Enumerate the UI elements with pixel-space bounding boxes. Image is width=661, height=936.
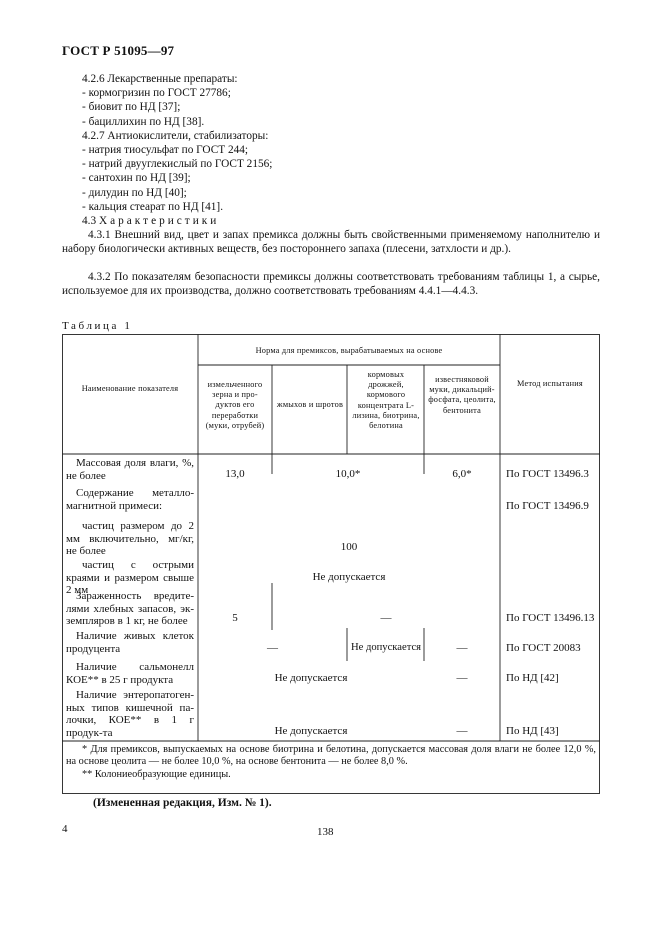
list-line: 4.2.7 Антиокислители, стабилизаторы: [82,129,269,142]
row-salmonella-limestone: — [456,672,468,684]
row-pests-others: — [380,612,392,624]
section-heading [82,214,612,228]
header-method: Метод испытания [517,379,583,388]
table-1 [62,334,600,794]
row-live-cells-limestone: — [456,642,468,654]
row-live-cells-grain-oilcake: — [267,642,278,654]
list-line: - дилудин по НД [40]; [82,186,187,199]
page-number-center: 138 [317,826,334,838]
row-ecoli-value: Не допускается [274,725,348,737]
footnote-moisture: * Для премиксов, выпускаемых на основе биотрина и белотина, допускается массовая доля влаги не более 12,0 %, на основе цеолита — не более 10,0 %, на основе бентонита — не более 8,0 %. [66,744,596,768]
row-live-cells-method: По ГОСТ 20083 [506,642,581,654]
row-salmonella-name: Наличие сальмонелл КОЕ** в 25 г продукта [66,661,194,686]
page-number-left: 4 [62,823,68,835]
row-salmonella-method: По НД [42] [506,672,559,684]
header-grain: измельченного зерна и про-дуктов его переработки (муки, отрубей) [205,380,265,430]
document-code: ГОСТ Р 51095—97 [62,43,175,58]
list-line: - натрия тиосульфат по ГОСТ 244; [82,144,249,157]
row-metal-small-name: частиц размером до 2 мм включительно, мг/кг, не более [66,520,194,558]
header-limestone: известняковой муки, дикальций-фосфата, цеолита, бентонита [428,375,496,415]
table-caption: Таблица 1 [62,320,133,332]
header-oilcake: жмыхов и шротов [276,400,344,409]
list-line: - сантохин по НД [39]; [82,172,191,185]
row-live-cells-name: Наличие живых клеток продуцента [66,630,194,655]
row-moisture-method: По ГОСТ 13496.3 [506,468,589,480]
header-indicator: Наименование показателя [81,384,179,393]
amendment-note: (Измененная редакция, Изм. № 1). [93,797,272,809]
row-pests-name: Зараженность вредите-лями хлебных запасов, эк-земпляров в 1 кг, не более [66,590,194,628]
row-ecoli-name: Наличие энтеропатоген-ных типов кишечной па-лочки, КОЕ** в 1 г продук-та [66,689,194,739]
section-title: Характеристики [98,215,220,228]
row-moisture-name: Массовая доля влаги, %, не более [66,457,194,482]
row-moisture-oilcake-yeast: 10,0* [335,468,361,480]
list-line: - кормогризин по ГОСТ 27786; [82,87,231,100]
row-metal-name: Содержание металло-магнитной примеси: [66,487,194,512]
list-line: - биовит по НД [37]; [82,101,181,114]
row-pests-grain: 5 [232,612,238,624]
footnote-cfu: ** Колониеобразующие единицы. [82,769,231,780]
row-ecoli-limestone: — [456,725,468,737]
header-norm-group: Норма для премиксов, вырабатываемых на основе [255,346,443,355]
row-pests-method: По ГОСТ 13496.13 [506,612,595,624]
list-line: - бациллихин по НД [38]. [82,115,205,128]
list-line: 4.2.6 Лекарственные препараты: [82,73,238,85]
row-ecoli-method: По НД [43] [506,725,559,737]
paragraph-4-3-1: 4.3.1 Внешний вид, цвет и запах премикса должны быть свойственными применяемому наполнителю и набору биологически активных веществ, без постороннего запаха (плесени, затхлости и др.). [62,229,600,256]
row-moisture-grain: 13,0 [225,468,245,480]
row-metal-method: По ГОСТ 13496.9 [506,500,589,512]
list-line: - натрий двууглекислый по ГОСТ 2156; [82,158,273,171]
paragraph-4-3-2: 4.3.2 По показателям безопасности премиксы должны соответствовать требованиям таблицы 1, а сырье, используемое для их производства, должно соответствовать требованиям 4.4.1—4.4.3. [62,271,600,298]
list-line: - кальция стеарат по НД [41]. [82,200,224,213]
list-section [82,72,612,228]
header-yeast: кормовых дрожжей, кормового концентрата L-лизина, биотрина, белотина [352,370,420,431]
row-metal-small-value: 100 [340,541,358,553]
row-salmonella-value: Не допускается [274,672,348,684]
row-live-cells-yeast: Не допускается [350,642,422,653]
row-metal-sharp-name: частиц с острыми краями и размером свыше 2 мм [66,559,194,597]
row-metal-sharp-value: Не допускается [312,571,386,583]
row-moisture-limestone: 6,0* [452,468,472,480]
section-number: 4.3 [82,215,97,228]
